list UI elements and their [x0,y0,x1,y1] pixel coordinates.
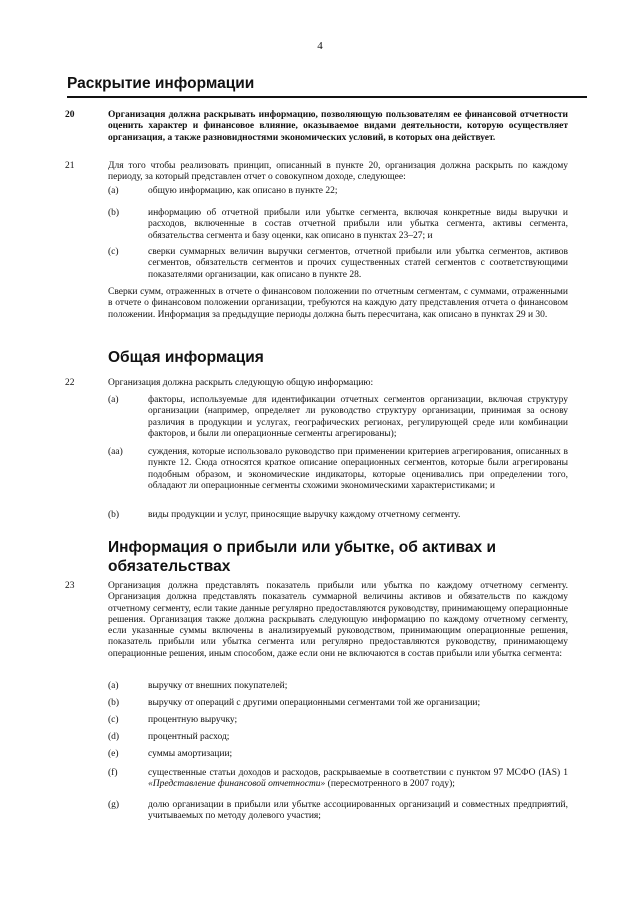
list-item-text: процентный расход; [148,732,230,742]
paragraph-number-21: 21 [65,161,75,171]
list-item [108,698,568,709]
list-item-label: (b) [108,208,120,218]
list-item [108,732,568,743]
list-item-label: (b) [108,698,120,708]
paragraph-20: Организация должна раскрывать информацию, позволяющую пользователям ее финансовой отчетности оценить характер и финансовое влияние, оказываемое видами деятельности, которую осуществляет организация, а также разновидностями экономических условий, в которых она действует. [108,110,568,143]
list-item-label: (d) [108,732,120,742]
section-heading-general: Общая информация [108,349,264,366]
list-item-text: выручку от операций с другими операционными сегментами той же организации; [148,698,481,708]
list-item [108,186,568,197]
list-item-label: (a) [108,681,119,691]
list-item-label: (b) [108,510,120,520]
section-heading-profit-assets: Информация о прибыли или убытке, об активах и обязательствах [108,539,496,575]
list-item-text: виды продукции и услуг, приносящие выручку каждому отчетному сегменту. [148,510,461,520]
list-item-text: процентную выручку; [148,715,238,725]
paragraph-number-20: 20 [65,110,75,120]
section-heading-disclosure: Раскрытие информации [67,75,587,98]
list-item-label: (f) [108,768,118,778]
paragraph-22: Организация должна раскрыть следующую общую информацию: [108,378,374,388]
list-item-label: (aa) [108,447,123,457]
list-item-text: суммы амортизации; [148,749,233,759]
paragraph-number-23: 23 [65,581,75,591]
ias1-reference-text: существенные статьи доходов и расходов, раскрываемые в соответствии с пунктом 97 МСФО (IAS) 1 [148,768,568,778]
list-item [108,800,568,823]
list-item-text: выручку от внешних покупателей; [148,681,288,691]
list-item-label: (g) [108,800,120,810]
paragraph-number-22: 22 [65,378,75,388]
page-number: 4 [317,40,323,52]
list-item-label: (c) [108,247,119,257]
list-item-text [148,768,568,791]
paragraph-21: Для того чтобы реализовать принцип, описанный в пункте 20, организация должна раскрыть по каждому периоду, за который представлен отчет о совокупном доходе, следующее: [108,161,568,183]
list-item [108,715,568,726]
list-item [108,247,568,281]
paragraph-23: Организация должна представлять показатель прибыли или убытка по каждому отчетному сегменту. Организация должна представлять показатель суммарной величины активов и обязательств по каждому отчетному сегменту, если такие данные регулярно предоставляются руководству, принимающему операционные решения. Организация также должна раскрывать следующую информацию по каждому отчетному сегменту, если указанные суммы включены в анализируемый руководством, принимающим операционные решения, показатель прибыли или убытка сегмента или регулярно предоставляются руководству, принимающему операционные решения, иным способом, даже если они не включаются в состав прибыли или убытка сегмента: [108,581,568,659]
list-item-label: (e) [108,749,119,759]
list-item [108,749,568,760]
list-item [108,681,568,692]
list-item-label: (c) [108,715,119,725]
list-item-label: (a) [108,186,119,196]
list-item [108,510,568,521]
list-item [108,395,568,440]
list-item [108,208,568,242]
list-item-text: суждения, которые использовало руководство при применении критериев агрегирования, описанных в пункте 12. Сюда относятся краткое описание операционных сегментов, которые были агрегированы подобным образом, и экономические индикаторы, которые оценивались при определении того, обладают ли операционные сегменты схожими экономическими характеристиками; и [148,447,568,491]
paragraph-21-reconciliation: Сверки сумм, отраженных в отчете о финансовом положении по отчетным сегментам, с суммами, отраженными в отчете о финансовом положении организации, требуются на каждую дату представления отчета о финансовом положении. Информация за предыдущие периоды должна быть пересчитана, как описано в пунктах 29 и 30. [108,287,568,320]
list-item-label: (a) [108,395,119,405]
ias1-revision-note: (пересмотренного в 2007 году); [325,779,455,790]
list-item-text: факторы, используемые для идентификации отчетных сегментов организации, включая структуру организации (например, определяет ли руководство структуру организации, принимая за основу различия в продукции и услугах, географических регионах, регулирующей среде или комбинации факторов, и были ли операционные сегменты агрегированы); [148,395,568,439]
ias1-standard-title: «Представление финансовой отчетности» [148,779,326,790]
list-item-text: сверки суммарных величин выручки сегментов, отчетной прибыли или убытка сегментов, активов сегментов, обязательств сегментов и прочих существенных статей сегментов с соответствующими показателями организации, как описано в пункте 28. [148,247,568,280]
list-item [108,447,568,492]
list-item [108,768,568,791]
list-item-text: общую информацию, как описано в пункте 22; [148,186,338,196]
list-item-text: долю организации в прибыли или убытке ассоциированных организаций и совместных предприятий, учитываемых по методу долевого участия; [148,800,568,822]
list-item-text: информацию об отчетной прибыли или убытке сегмента, включая конкретные виды выручки и расходов, включенные в состав отчетной прибыли или убытка сегмента, активы сегмента, обязательства сегмента и базу оценки, как описано в пунктах 23–27; и [148,208,568,241]
